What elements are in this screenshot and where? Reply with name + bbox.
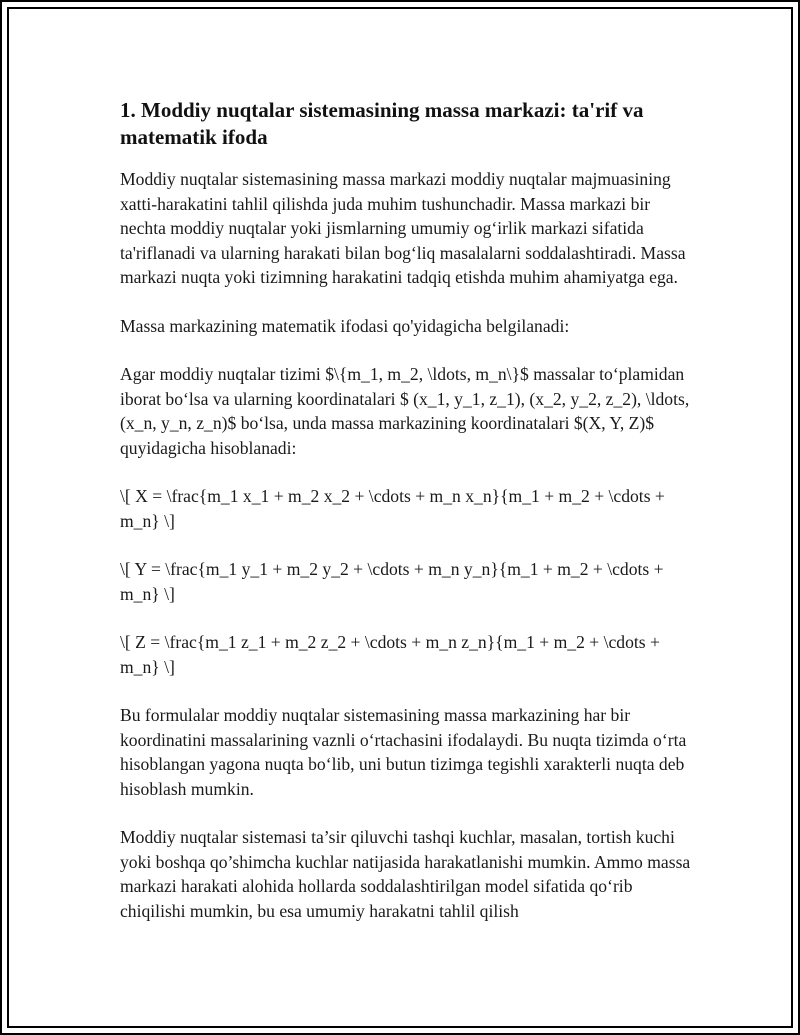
formula-z: \[ Z = \frac{m_1 z_1 + m_2 z_2 + \cdots + m_n z_n}{m_1 + m_2 + \cdots + m_n} \] xyxy=(120,632,660,677)
explanation-paragraph: Bu formulalar moddiy nuqtalar sistemasining massa markazining har bir koordinatini massalarining vaznli o‘rtachasini ifodalaydi. Bu nuqta tizimda o‘rta hisoblangan yagona nuqta bo‘lib, uni butun tizimga tegishli xarakterli nuqta deb hisoblash mumkin. xyxy=(120,705,687,799)
formula-intro-paragraph: Massa markazining matematik ifodasi qo'yidagicha belgilanadi: xyxy=(120,315,570,336)
intro-paragraph: Moddiy nuqtalar sistemasining massa markazi moddiy nuqtalar majmuasining xatti-harakatini tahlil qilishda juda muhim tushunchadir. Massa markazi bir nechta moddiy nuqtalar yoki jismlarning umumiy og‘irlik markazi sifatida ta'riflanadi va ularning harakati bilan bog‘liq masalalarni soddalashtiradi. Massa markazi nuqta yoki tizimning harakatini tadqiq etishda muhim ahamiyatga ega. xyxy=(120,169,686,287)
external-forces-paragraph: Moddiy nuqtalar sistemasi ta’sir qiluvchi tashqi kuchlar, masalan, tortish kuchi yoki boshqa qo’shimcha kuchlar natijasida harakatlanishi mumkin. Ammo massa markazi harakati alohida hollarda soddalashtirilgan model sifatida qo‘rib chiqilishi mumkin, bu esa umumiy harakatni tahlil qilish xyxy=(120,827,691,921)
definition-paragraph: Agar moddiy nuqtalar tizimi $\{m_1, m_2, \ldots, m_n\}$ massalar to‘plamidan iborat bo‘lsa va ularning koordinatalari $ (x_1, y_1, z_1), (x_2, y_2, z_2), \ldots, (x_n, y_n, z_n)$ bo‘lsa, unda massa markazining koordinatalari $(X, Y, Z)$ quyidagicha hisoblanadi: xyxy=(120,364,690,458)
document-body xyxy=(120,97,695,947)
formula-x: \[ X = \frac{m_1 x_1 + m_2 x_2 + \cdots + m_n x_n}{m_1 + m_2 + \cdots + m_n} \] xyxy=(120,486,665,531)
section-heading: 1. Moddiy nuqtalar sistemasining massa markazi: ta'rif va matematik ifoda xyxy=(120,98,644,149)
formula-y: \[ Y = \frac{m_1 y_1 + m_2 y_2 + \cdots + m_n y_n}{m_1 + m_2 + \cdots + m_n} \] xyxy=(120,559,664,604)
